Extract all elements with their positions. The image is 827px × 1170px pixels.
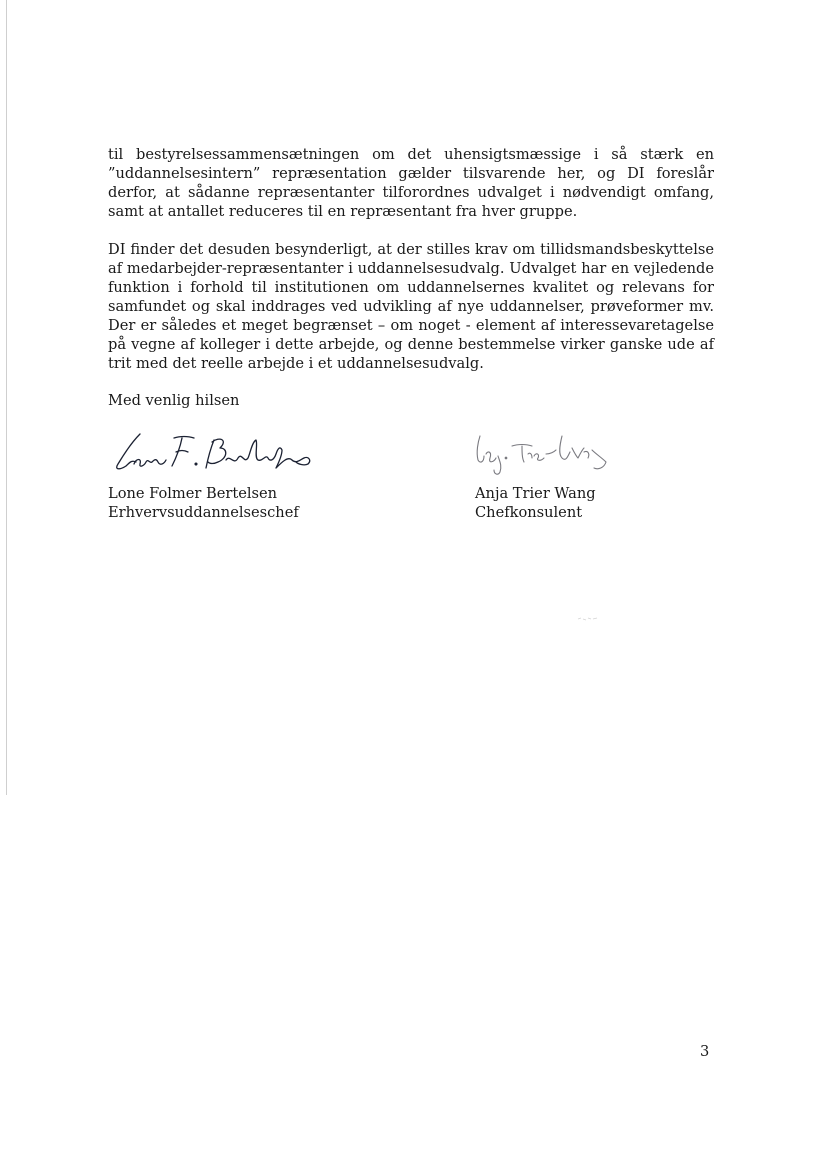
signer-block-left bbox=[108, 484, 299, 522]
letter-paragraph-1: til bestyrelsessammensætningen om det uhensigtsmæssige i så stærk en ”uddannelsesintern” repræsentation gælder tilsvarende her, og DI foreslår derfor, at sådanne repræsentanter tilforordnes udvalget i nødvendigt omfang, samt at antallet reduceres til en repræsentant fra hver gruppe. bbox=[108, 146, 714, 220]
signature-lone-folmer-bertelsen bbox=[110, 428, 320, 476]
page-number: 3 bbox=[700, 1043, 710, 1060]
signature-anja-trier-wang bbox=[472, 432, 622, 480]
signer-title: Erhvervsuddannelseschef bbox=[108, 504, 299, 521]
signer-title: Chefkonsulent bbox=[475, 504, 583, 521]
signer-name: Anja Trier Wang bbox=[475, 485, 596, 502]
scan-edge-line bbox=[6, 0, 7, 795]
closing-salutation: Med venlig hilsen bbox=[108, 392, 240, 409]
letter-paragraph-2: DI finder det desuden besynderligt, at der stilles krav om tillidsmandsbeskyttelse af medarbejder-repræsentanter i uddannelsesudvalg. Udvalget har en vejledende funktion i forhold til institutionen om uddannelsernes kvalitet og relevans for samfundet og skal inddrages ved udvikling af nye uddannelser, prøveformer mv. Der er således et meget begrænset – om noget - element af interessevaretagelse på vegne af kolleger i dette arbejde, og denne bestemmelse virker ganske ude af trit med det reelle arbejde i et uddannelsesudvalg. bbox=[108, 241, 714, 372]
signer-block-right bbox=[475, 484, 596, 522]
scan-artifact-mark bbox=[577, 616, 599, 622]
signer-name: Lone Folmer Bertelsen bbox=[108, 485, 278, 502]
